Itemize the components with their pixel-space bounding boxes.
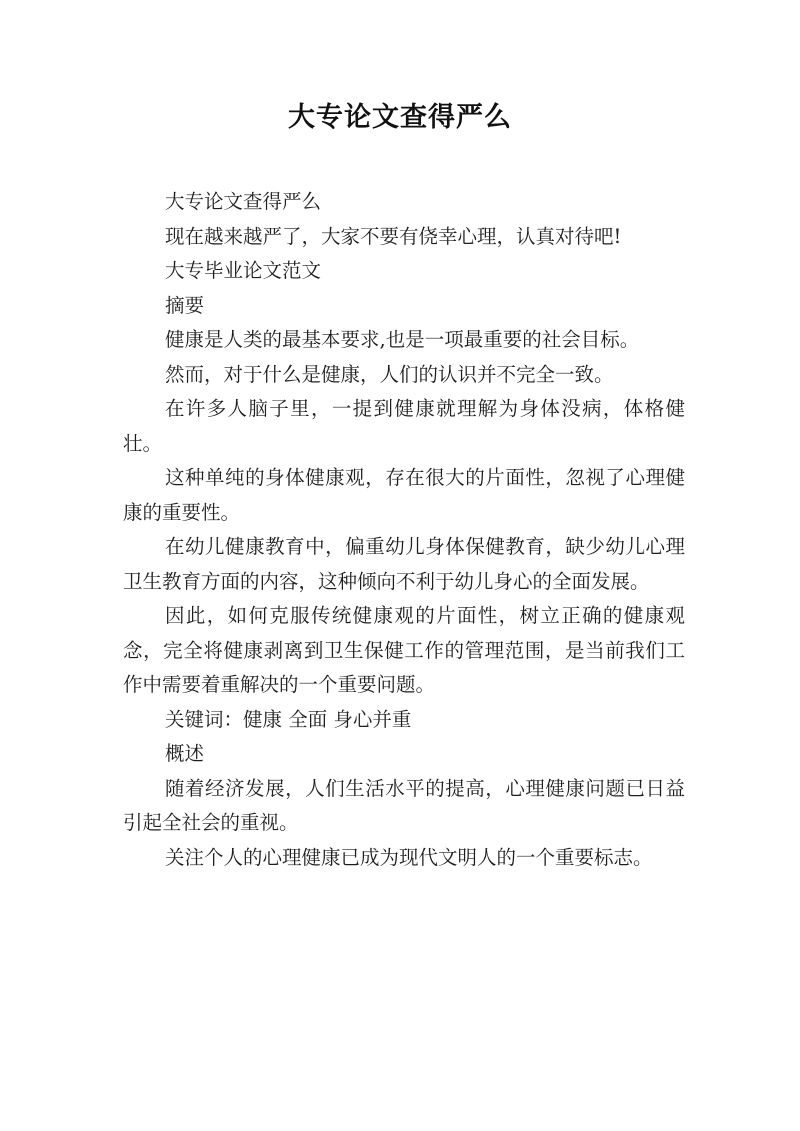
paragraph: 在许多人脑子里，一提到健康就理解为身体没病，体格健壮。 [123,397,685,455]
section-heading-abstract: 摘要 [165,293,205,317]
paragraph: 这种单纯的身体健康观，存在很大的片面性，忽视了心理健康的重要性。 [123,466,685,524]
paragraph: 大专毕业论文范文 [165,259,322,282]
document-title: 大专论文查得严么 [288,102,512,133]
paragraph: 随着经济发展，人们生活水平的提高，心理健康问题已日益引起全社会的重视。 [123,776,685,834]
paragraph: 关注个人的心理健康已成为现代文明人的一个重要标志。 [165,845,653,869]
paragraph: 然而，对于什么是健康，人们的认识并不完全一致。 [165,362,614,386]
paragraph: 因此，如何克服传统健康观的片面性，树立正确的健康观念，完全将健康剥离到卫生保健工作的管理范围，是当前我们工作中需要着重解决的一个重要问题。 [123,604,685,696]
document-body [123,185,685,875]
section-heading-overview: 概述 [165,742,205,765]
paragraph: 健康是人类的最基本要求,也是一项最重要的社会目标。 [165,328,640,351]
paragraph: 大专论文查得严么 [165,190,322,213]
paragraph: 现在越来越严了，大家不要有侥幸心理，认真对待吧! [165,224,622,248]
paragraph: 在幼儿健康教育中，偏重幼儿身体保健教育，缺少幼儿心理卫生教育方面的内容，这种倾向不利于幼儿身心的全面发展。 [123,535,685,593]
keywords-line: 关键词：健康 全面 身心并重 [165,707,412,731]
